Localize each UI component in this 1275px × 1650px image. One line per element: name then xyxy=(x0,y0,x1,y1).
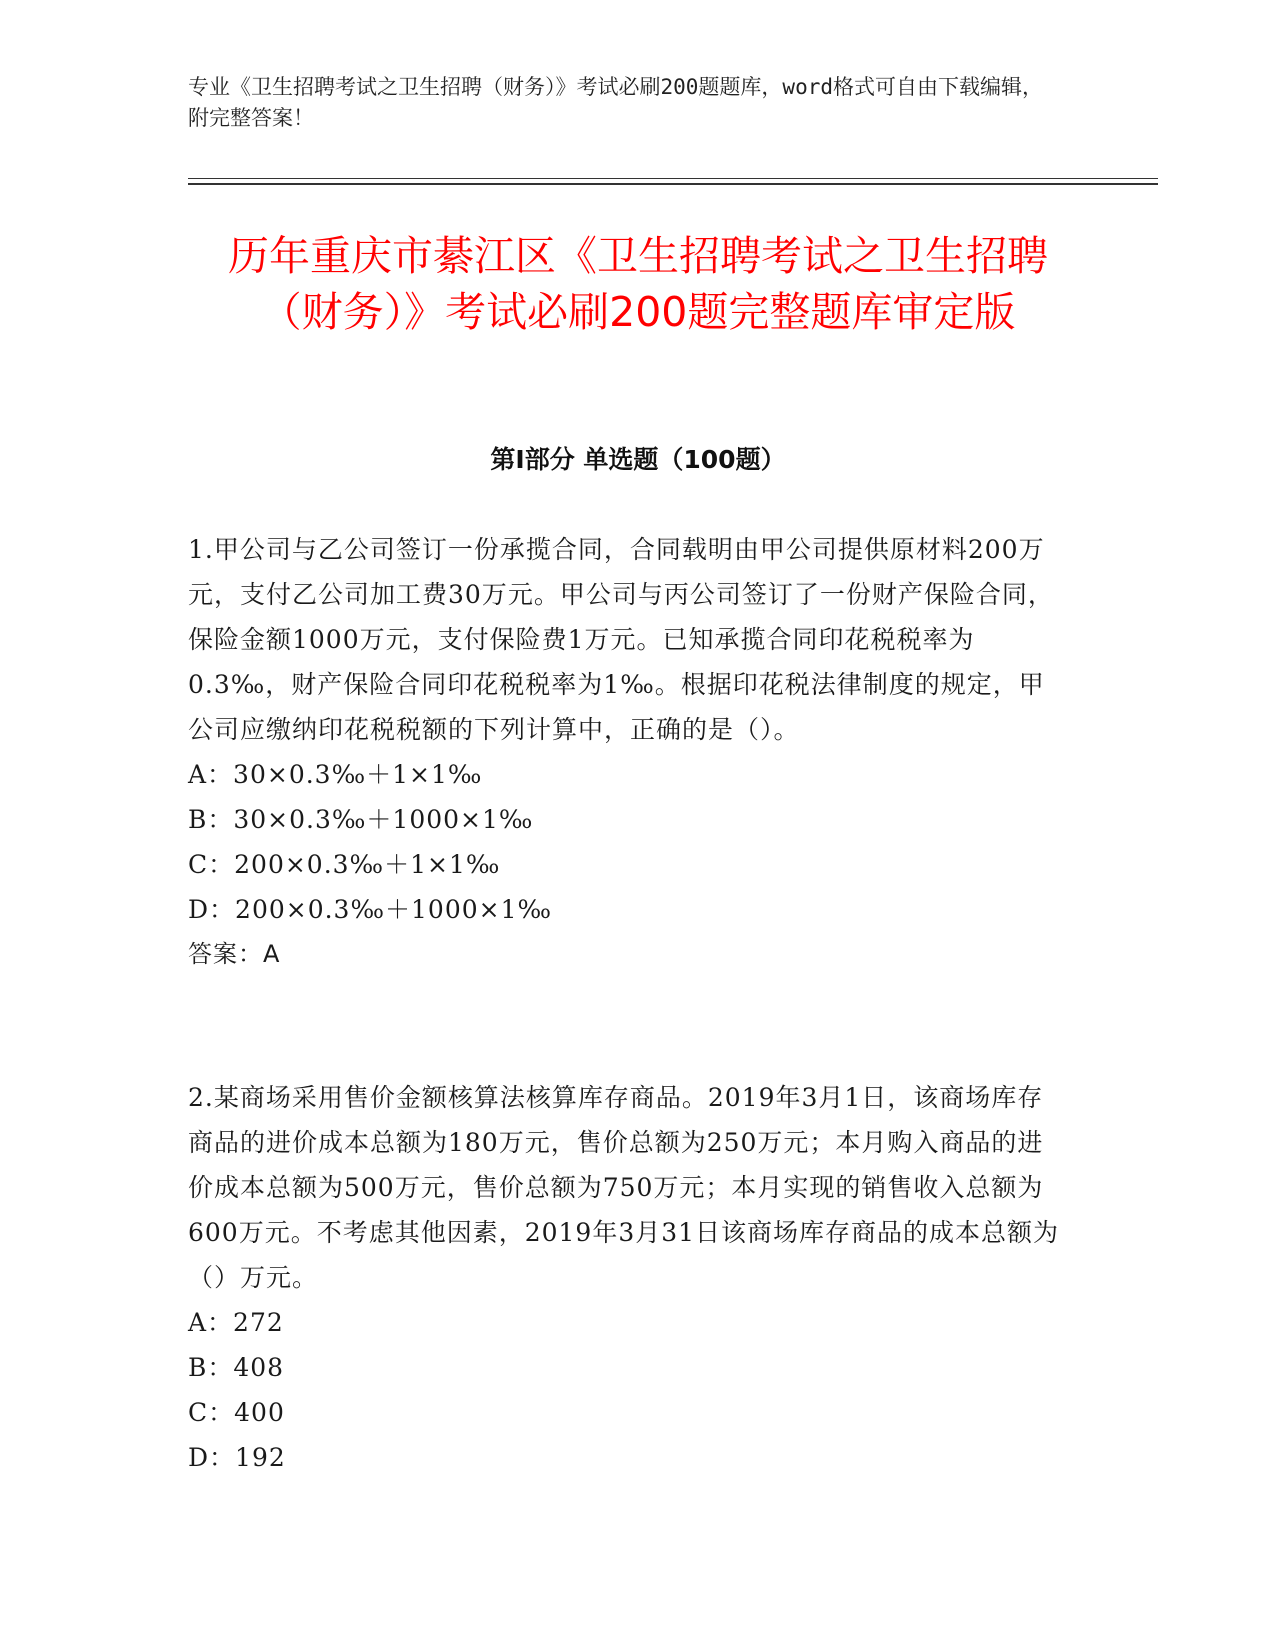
option-a: A：272 xyxy=(188,1308,284,1337)
option-d: D：192 xyxy=(188,1443,286,1472)
header-rule-thick xyxy=(188,183,1158,185)
option-c: C：400 xyxy=(188,1398,285,1427)
question-1 xyxy=(188,527,1068,977)
question-2 xyxy=(188,1075,1068,1480)
option-a: A：30×0.3‰＋1×1‰ xyxy=(188,760,483,789)
option-c: C：200×0.3‰＋1×1‰ xyxy=(188,850,501,879)
header-rule-thin xyxy=(188,178,1158,179)
section-title: 第I部分 单选题（100题） xyxy=(490,445,786,474)
option-d: D：200×0.3‰＋1000×1‰ xyxy=(188,895,553,924)
option-b: B：30×0.3‰＋1000×1‰ xyxy=(188,805,534,834)
answer: 答案：A xyxy=(188,940,281,968)
question-stem: 2.某商场采用售价金额核算法核算库存商品。2019年3月1日，该商场库存商品的进价成本总额为180万元，售价总额为250万元；本月购入商品的进价成本总额为500万元，售价总额为750万元；本月实现的销售收入总额为600万元。不考虑其他因素，2019年3月31日该商场库存商品的成本总额为（）万元。 xyxy=(188,1083,1060,1292)
document-title: 历年重庆市綦江区《卫生招聘考试之卫生招聘（财务）》考试必刷200题完整题库审定版 xyxy=(228,232,1048,336)
question-stem: 1.甲公司与乙公司签订一份承揽合同，合同载明由甲公司提供原材料200万元，支付乙公司加工费30万元。甲公司与丙公司签订了一份财产保险合同，保险金额1000万元，支付保险费1万元。已知承揽合同印花税税率为0.3‰，财产保险合同印花税税率为1‰。根据印花税法律制度的规定，甲公司应缴纳印花税税额的下列计算中，正确的是（）。 xyxy=(188,535,1054,744)
header-note: 专业《卫生招聘考试之卫生招聘（财务）》考试必刷200题题库，word格式可自由下载编辑，附完整答案！ xyxy=(188,75,1043,130)
option-b: B：408 xyxy=(188,1353,285,1382)
